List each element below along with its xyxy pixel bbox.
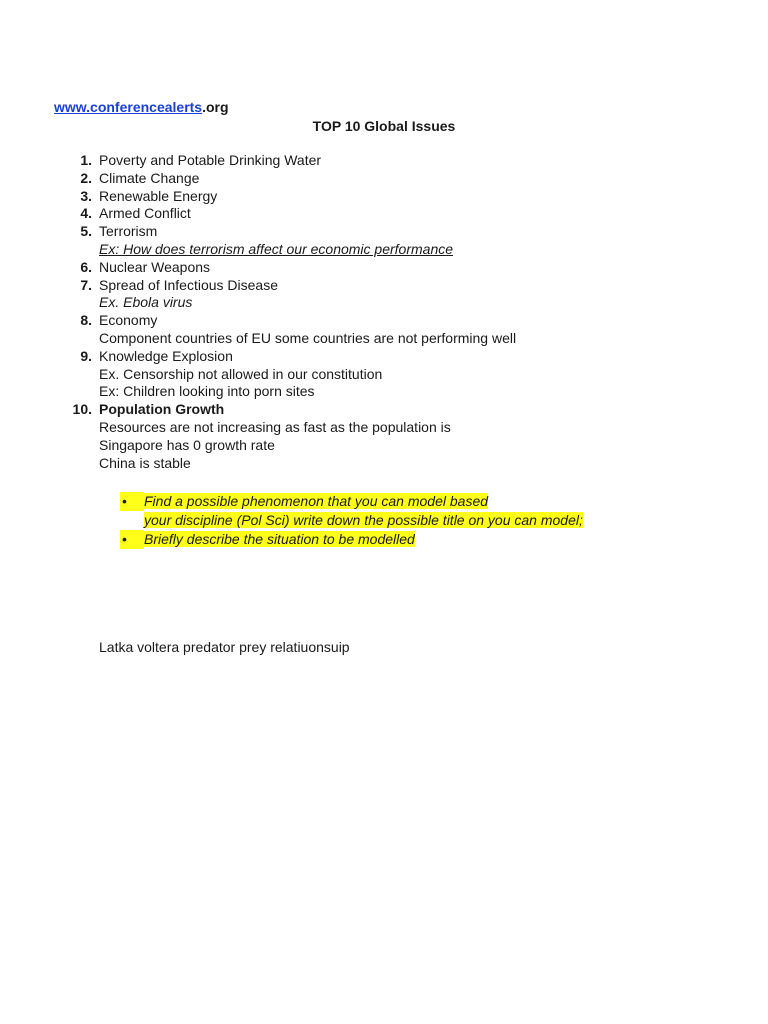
issue-note	[70, 419, 710, 437]
conferencealerts-link[interactable]: www.conferencealerts	[54, 99, 203, 115]
task-item	[120, 530, 583, 549]
list-number: 3.	[80, 187, 92, 204]
list-number: 7.	[80, 276, 92, 293]
issue-label: Climate Change	[99, 169, 200, 186]
list-number: 4.	[80, 205, 92, 222]
list-item	[70, 223, 710, 241]
task-text-line: Briefly describe the situation to be modelled	[144, 531, 415, 547]
issue-note-text: Resources are not increasing as fast as the population is	[99, 418, 451, 435]
issue-label: Economy	[99, 312, 158, 329]
list-number: 8.	[80, 312, 92, 329]
list-item	[70, 152, 710, 170]
task-text-line: your discipline (Pol Sci) write down the possible title on you can model;	[144, 512, 583, 528]
issue-note-text: Singapore has 0 growth rate	[99, 436, 275, 453]
list-item	[70, 188, 710, 206]
list-number: 6.	[80, 258, 92, 275]
issue-note-text: Ex: How does terrorism affect our economic performance	[99, 240, 454, 257]
list-item	[70, 348, 710, 366]
issue-label: Nuclear Weapons	[99, 258, 211, 275]
issue-note-text: China is stable	[99, 454, 191, 471]
issue-label: Spread of Infectious Disease	[99, 276, 278, 293]
document-title: TOP 10 Global Issues	[312, 118, 456, 134]
issue-label: Terrorism	[99, 223, 158, 240]
list-item	[70, 312, 710, 330]
issue-note	[70, 330, 710, 348]
issue-note-text: Ex: Children looking into porn sites	[99, 383, 315, 400]
link-suffix: .org	[202, 99, 229, 115]
issue-note	[70, 241, 710, 259]
issue-note	[70, 294, 710, 312]
list-number: 9.	[80, 347, 92, 364]
issue-note	[70, 383, 710, 401]
bullet-icon: •	[120, 492, 144, 511]
issue-label: Renewable Energy	[99, 187, 218, 204]
list-item	[70, 205, 710, 223]
issue-label: Knowledge Explosion	[99, 347, 233, 364]
list-number: 10.	[72, 401, 92, 418]
issue-note-text: Ex. Ebola virus	[99, 294, 193, 311]
issue-note-text: Ex. Censorship not allowed in our constitution	[99, 365, 383, 382]
issue-note	[70, 437, 710, 455]
issue-note	[70, 366, 710, 384]
list-number: 1.	[80, 152, 92, 168]
list-item	[70, 277, 710, 295]
list-item	[70, 259, 710, 277]
task-item	[120, 492, 583, 530]
bullet-icon: •	[120, 530, 144, 549]
issue-label: Armed Conflict	[99, 205, 191, 222]
list-number: 2.	[80, 169, 92, 186]
footer-note: Latka voltera predator prey relatiuonsuip	[99, 639, 350, 655]
source-link-line	[54, 99, 229, 115]
list-number: 5.	[80, 223, 92, 240]
issue-label: Population Growth	[99, 401, 225, 418]
task-text-line: Find a possible phenomenon that you can model based	[144, 493, 489, 509]
highlighted-task-list	[120, 492, 583, 549]
list-item	[70, 401, 710, 419]
global-issues-list	[70, 152, 710, 472]
issue-label: Poverty and Potable Drinking Water	[99, 152, 322, 168]
issue-note-text: Component countries of EU some countries are not performing well	[99, 329, 517, 346]
list-item	[70, 170, 710, 188]
issue-note	[70, 455, 710, 473]
